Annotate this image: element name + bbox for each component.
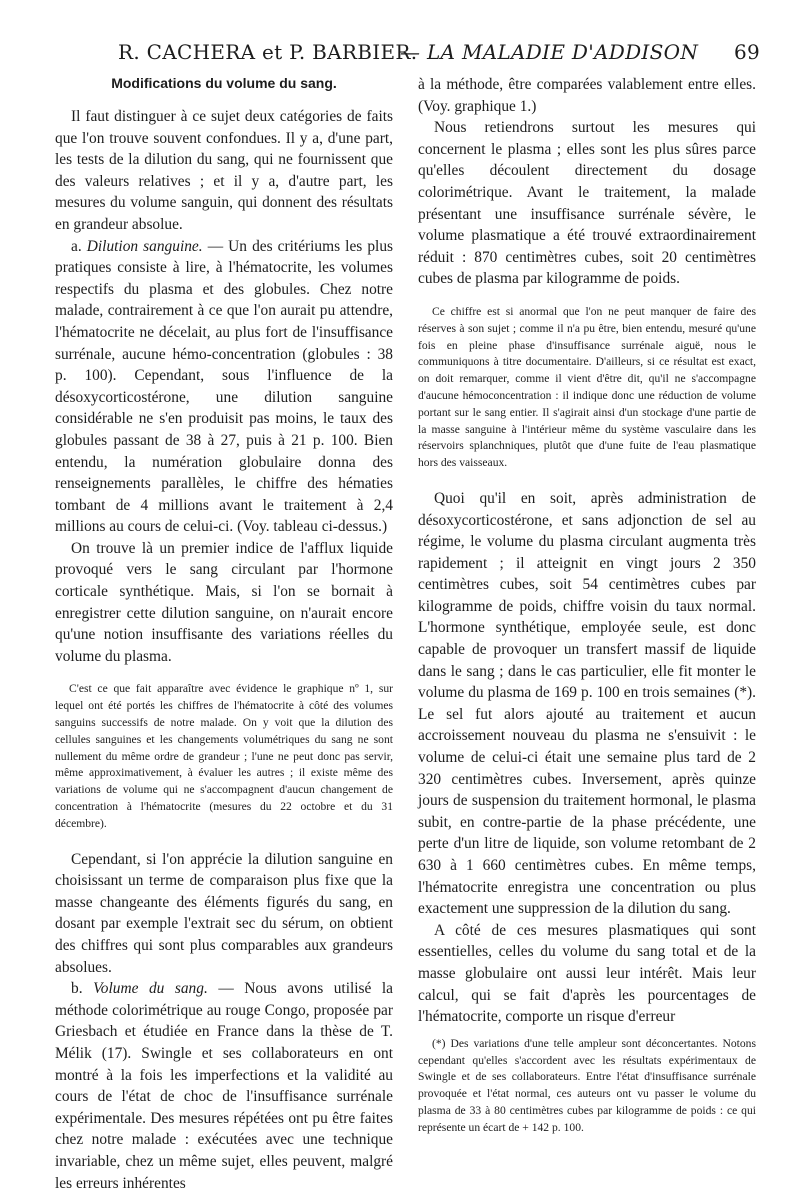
- subsection-title-dilution: Dilution sanguine.: [86, 237, 203, 255]
- running-head: [100, 40, 760, 72]
- left-column: [55, 74, 393, 1194]
- paragraph-continuation: à la méthode, être comparées valablement entre elles. (Voy. graphique 1.): [418, 76, 756, 115]
- page-number: 69: [733, 40, 760, 64]
- paragraph-hormone: Quoi qu'il en soit, après administration de désoxycorticostérone, et sans adjonction de sel au régime, le volume du plasma circulant augmenta très rapidement ; il atteignit en vingt jours 2 350 centimètres cubes, soit 54 centimètres cubes par kilogramme de poids, chiffre voisin du taux normal. L'hormone synthétique, employée seule, est donc capable de provoquer un transfert massif de liquide dans le sang ; dans le cas particulier, elle fit monter le volume du plasma de 169 p. 100 en trois semaines (*). Le sel fut alors ajouté au traitement et aucun accroissement nouveau du plasma ne s'ensuivit : le volume de celui-ci était une semaine plus tard de 2 320 centimètres cubes. Inversement, après quinze jours de suspension du traitement hormonal, le plasma subit, en contre-partie de la phase précédente, une perte d'un litre de liquide, son volume retombant de 2 630 à 1 660 centimètres cubes. En même temps, l'hématocrite enregistra une concentration ou plus exactement une suppression de la dilution du sang.: [418, 489, 756, 918]
- paragraph-body: — Un des critériums les plus pratiques consiste à lire, à l'hématocrite, les volumes respectifs du plasma et des globules. Chez notre malade, contrairement à ce que l'on aurait pu attendre, l'hématocrite ne décelait, au plus fort de l'insuffisance surrénale, aucune hémo-concentration (globules : 38 p. 100). Cependant, sous l'influence de la désoxycorticostérone, une dilution sanguine considérable ne s'en produisit pas moins, le taux des globules passant de 38 à 27, puis à 21 p. 100. Bien entendu, la numération globulaire donna des renseignements parallèles, le chiffre des hématies tombant de 4 millions avant le traitement à 2,4 millions au cours de celui-ci. (Voy. tableau ci-dessus.): [55, 237, 394, 536]
- note-graphique: C'est ce que fait apparaître avec évidence le graphique nº 1, sur lequel ont été portés les chiffres de l'hématocrite à côté des volumes sanguins successifs de notre malade. On y voit que la dilution des cellules sanguines et les changements volumétriques du sang ne sont nullement du même ordre de grandeur ; l'une ne peut donc pas servir, même approximativement, à évaluer les autres ; il existe même des variations de volume qui ne s'accompagnent d'aucun changement de concentration à l'hématocrite (mesures du 22 octobre et du 31 décembre).: [55, 682, 393, 830]
- paragraph-volume: [55, 978, 393, 1194]
- paragraph-body: — Nous avons utilisé la méthode colorimétrique au rouge Congo, proposée par Griesbach et étudiée en France dans la thèse de T. Mélik (17). Swingle et ses collaborateurs en ont montré à la fois les imperfections et la validité au cours de l'état de choc de l'insuffisance surrénale expérimentale. Des mesures répétées ont pu être faites chez notre malade : exécutées avec une technique invariable, chez un même sujet, elles peuvent, malgré les erreurs inhérentes: [55, 980, 394, 1192]
- paragraph-mesures: A côté de ces mesures plasmatiques qui sont essentielles, celles du volume du sang total et de la masse globulaire ont aussi leur intérêt. Mais leur calcul, qui se fait d'après les pourcentages de l'hématocrite, comporte un risque d'erreur: [418, 921, 756, 1026]
- running-head-title: — LA MALADIE D'ADDISON: [400, 40, 699, 64]
- paragraph-plasma: Nous retiendrons surtout les mesures qui concernent le plasma ; elles sont les plus sûres parce qu'elles découlent directement du dosage colorimétrique. Avant le traitement, la malade présentant une insuffisance surrénale sévère, le volume plasmatique a été trouvé extraordinairement réduit : 870 centimètres cubes, soit 20 centimètres cubes de plasma par kilogramme de poids.: [418, 119, 756, 288]
- paragraph-afflux: On trouve là un premier indice de l'afflux liquide provoqué vers le sang circulant par l'hormone corticale synthétique. Mais, si l'on se bornait à enregistrer cette dilution sanguine, on n'aurait encore qu'une notion insuffisante des variations réelles du volume du plasma.: [55, 539, 393, 665]
- subsection-title-volume: Volume du sang.: [93, 980, 208, 998]
- paragraph-comparison: Cependant, si l'on apprécie la dilution sanguine en choisissant un terme de comparaison plus fixe que la masse changeante des éléments figurés du sang, en dosant par exemple l'extrait sec du sérum, on obtient des chiffres qui sont plus comparables aux grandeurs absolues.: [55, 850, 393, 976]
- paragraph-intro: Il faut distinguer à ce sujet deux catégories de faits que l'on trouve souvent confondues. Il y a, d'une part, les tests de la dilution du sang, qui ne fournissent que des valeurs relatives ; et il y a, d'autre part, les mesures du volume sanguin, qui donnent des résultats en grandeur absolue.: [55, 108, 393, 233]
- running-head-authors: R. CACHERA et P. BARBIER.: [118, 40, 418, 64]
- section-heading: Modifications du volume du sang.: [111, 75, 337, 91]
- note-block: [418, 304, 756, 472]
- footnote: (*) Des variations d'une telle ampleur sont déconcertantes. Notons cependant qu'elles s'accordent avec les résultats expérimentaux de Swingle et de ses collaborateurs. Entre l'état d'insuffisance surrénale provoquée et l'état normal, ces auteurs ont vu passer le volume du plasma de 33 à 80 centimètres cubes par kilogramme de poids : ce qui représente un écart de + 142 p. 100.: [418, 1036, 756, 1134]
- paragraph-dilution: [55, 236, 393, 538]
- paragraph-label: b.: [71, 980, 94, 998]
- note-block: [55, 681, 393, 832]
- paragraph-label: a.: [71, 237, 87, 255]
- right-column: [418, 74, 756, 1137]
- note-chiffre: Ce chiffre est si anormal que l'on ne peut manquer de faire des réserves à son sujet ; comme il n'a pu être, bien entendu, mesuré qu'une fois en pleine phase d'insuffisance surrénale aiguë, nous le communiquons à titre documentaire. D'ailleurs, si ce résultat est exact, on doit remarquer, comme il vient d'être dit, qu'il ne s'accompagne d'aucune hémoconcentration : il indique donc une réduction de volume portant sur le sang entier. Il s'agirait ainsi d'un stockage d'une partie de la masse sanguine à l'intérieur même du système vasculaire dans les réservoirs splanchniques, plutôt que d'une fuite de l'eau plasmatique hors des vaisseaux.: [418, 304, 756, 470]
